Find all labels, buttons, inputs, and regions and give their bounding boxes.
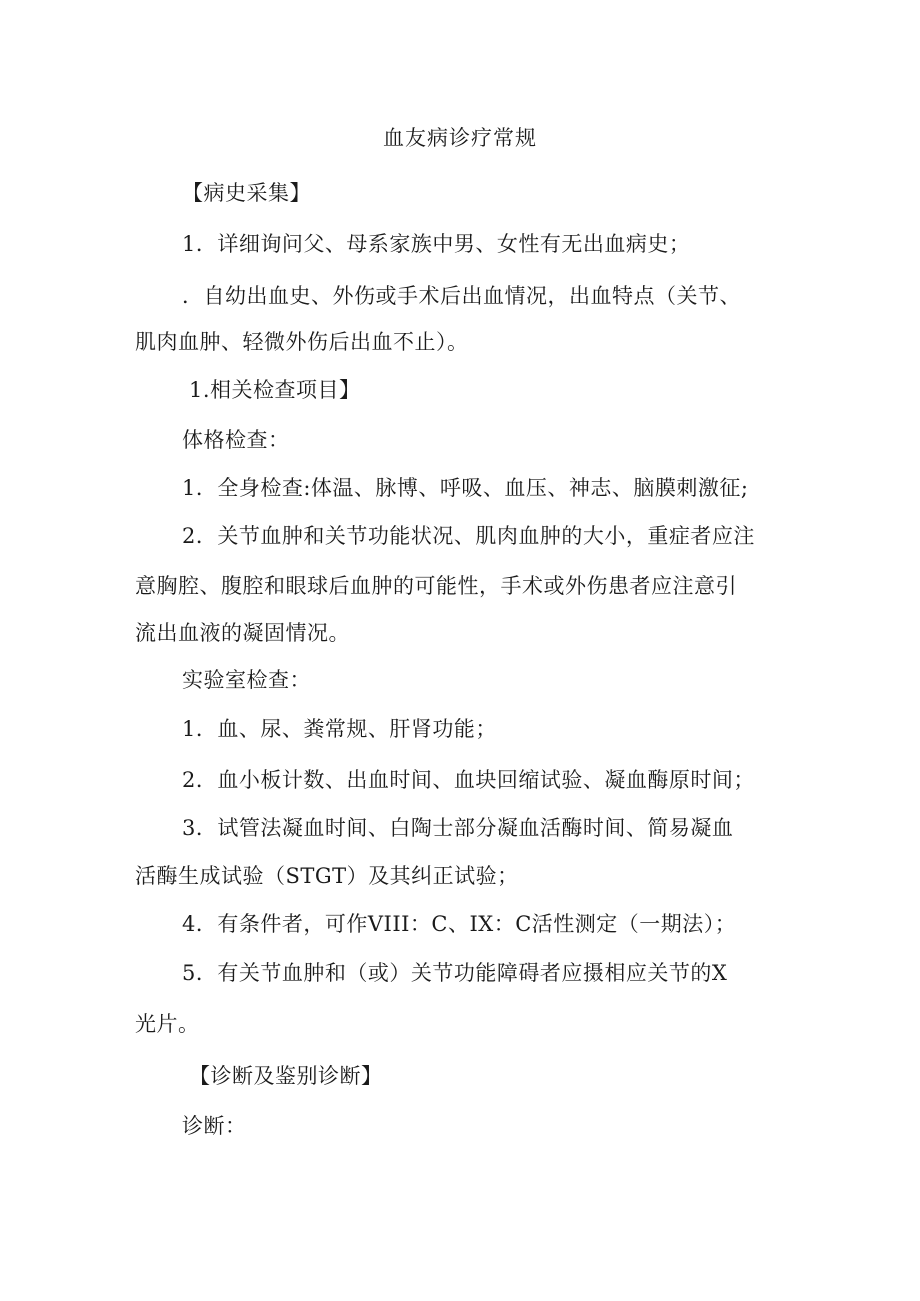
section-heading-history: 【病史采集】 [182, 181, 311, 205]
paragraph-line: 4．有条件者，可作VIII：C、IX：C活性测定（一期法）； [182, 912, 737, 936]
paragraph-line: 肌肉血肿、轻微外伤后出血不止）。 [135, 330, 469, 354]
paragraph-line: 2．关节血肿和关节功能状况、肌肉血肿的大小，重症者应注 [182, 524, 755, 548]
paragraph-line: 流出血液的凝固情况。 [135, 621, 350, 645]
paragraph-line: 1．血、尿、粪常规、肝肾功能； [182, 717, 497, 741]
paragraph-line: 光片。 [135, 1012, 200, 1036]
paragraph-line: 2．血小板计数、出血时间、血块回缩试验、凝血酶原时间； [182, 768, 755, 792]
section-heading-diagnosis: 【诊断及鉴别诊断】 [189, 1064, 383, 1088]
paragraph-line: 意胸腔、腹腔和眼球后血肿的可能性，手术或外伤患者应注意引 [135, 574, 737, 598]
paragraph-line: ．自幼出血史、外伤或手术后出血情况，出血特点（关节、 [182, 284, 741, 308]
paragraph-line: 1．详细询问父、母系家族中男、女性有无出血病史； [182, 232, 691, 256]
subheading-physical: 体格检查： [182, 428, 290, 452]
document-title: 血友病诊疗常规 [383, 126, 537, 150]
paragraph-line: 1．全身检查:体温、脉博、呼吸、血压、神志、脑膜刺激征; [182, 476, 749, 500]
subheading-diagnosis: 诊断： [182, 1114, 247, 1138]
paragraph-line: 5．有关节血肿和（或）关节功能障碍者应摄相应关节的X [182, 961, 728, 985]
section-heading-exam: 1.相关检查项目】 [189, 378, 361, 402]
paragraph-line: 活酶生成试验（STGT）及其纠正试验； [135, 864, 519, 888]
subheading-laboratory: 实验室检查： [182, 668, 311, 692]
paragraph-line: 3．试管法凝血时间、白陶士部分凝血活酶时间、简易凝血 [182, 816, 734, 840]
